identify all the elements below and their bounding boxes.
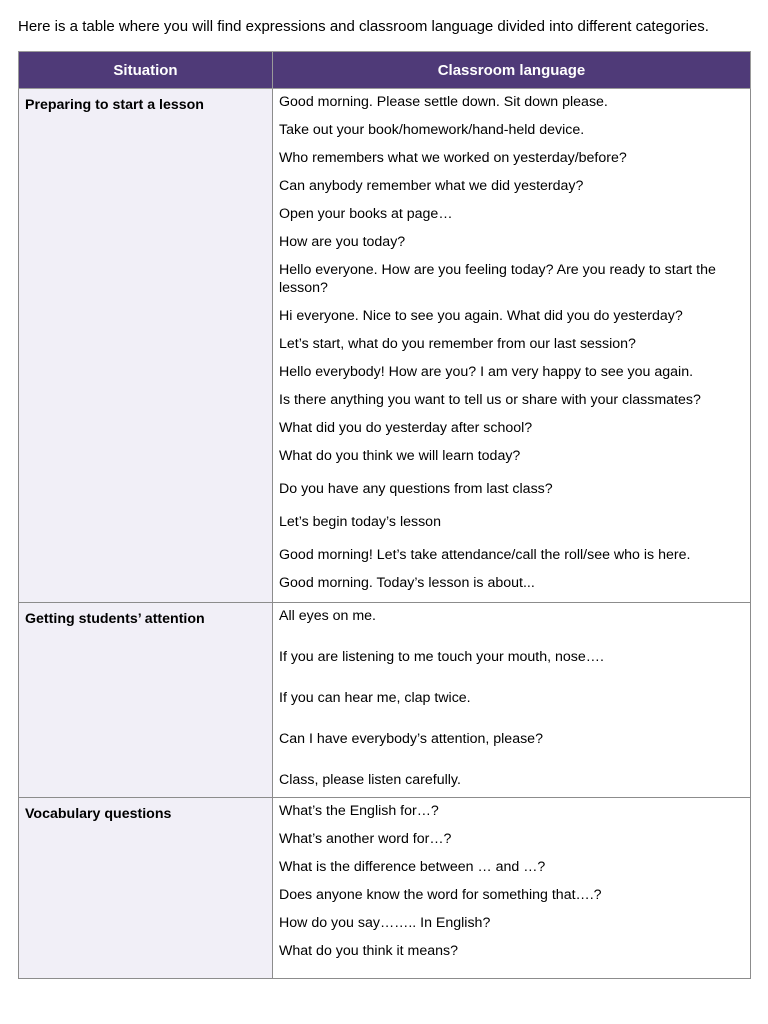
situation-cell: Vocabulary questions [19,798,273,979]
phrase-item: What’s the English for…? [279,803,439,819]
phrase-item: What do you think we will learn today? [279,448,521,464]
phrase-item: All eyes on me. [279,608,376,624]
header-classroom-language: Classroom language [273,52,751,89]
phrase-item: How do you say…….. In English? [279,915,491,931]
situation-cell: Preparing to start a lesson [19,89,273,603]
phrase-item: Good morning. Today’s lesson is about... [279,575,535,591]
phrase-item: What did you do yesterday after school? [279,420,533,436]
phrase-item: Who remembers what we worked on yesterday/before? [279,150,627,166]
phrase-item: How are you today? [279,234,406,250]
phrase-item: If you can hear me, clap twice. [279,690,471,706]
classroom-language-table [18,51,751,979]
header-situation: Situation [19,52,273,89]
phrase-item: Hello everyone. How are you feeling today? Are you ready to start the lesson? [279,262,716,296]
phrase-item: Let’s begin today’s lesson [279,514,441,530]
phrase-item: Does anyone know the word for something that….? [279,887,602,903]
phrase-item: If you are listening to me touch your mouth, nose…. [279,649,604,665]
table-row [19,603,751,798]
phrase-item: Hi everyone. Nice to see you again. What did you do yesterday? [279,308,683,324]
intro-text: Here is a table where you will find expressions and classroom language divided into different categories. [18,18,709,35]
table-row [19,798,751,979]
phrase-item: Can anybody remember what we did yesterday? [279,178,584,194]
phrase-item: Hello everybody! How are you? I am very happy to see you again. [279,364,694,380]
table-row [19,89,751,603]
phrase-item: Is there anything you want to tell us or share with your classmates? [279,392,701,408]
phrase-item: Good morning! Let’s take attendance/call the roll/see who is here. [279,547,691,563]
phrase-item: Class, please listen carefully. [279,772,461,788]
phrase-item: What do you think it means? [279,943,459,959]
phrase-item: Do you have any questions from last class? [279,481,553,497]
phrase-item: Can I have everybody’s attention, please? [279,731,543,747]
phrase-item: Take out your book/homework/hand-held device. [279,122,585,138]
phrases-cell [273,798,751,979]
phrase-item: What’s another word for…? [279,831,452,847]
situation-cell: Getting students’ attention [19,603,273,798]
phrases-cell [273,89,751,603]
phrase-item: Let’s start, what do you remember from our last session? [279,336,636,352]
phrases-cell [273,603,751,798]
phrase-item: What is the difference between … and …? [279,859,546,875]
table-header-row [19,52,751,89]
phrase-item: Open your books at page… [279,206,453,222]
phrase-item: Good morning. Please settle down. Sit down please. [279,94,608,110]
